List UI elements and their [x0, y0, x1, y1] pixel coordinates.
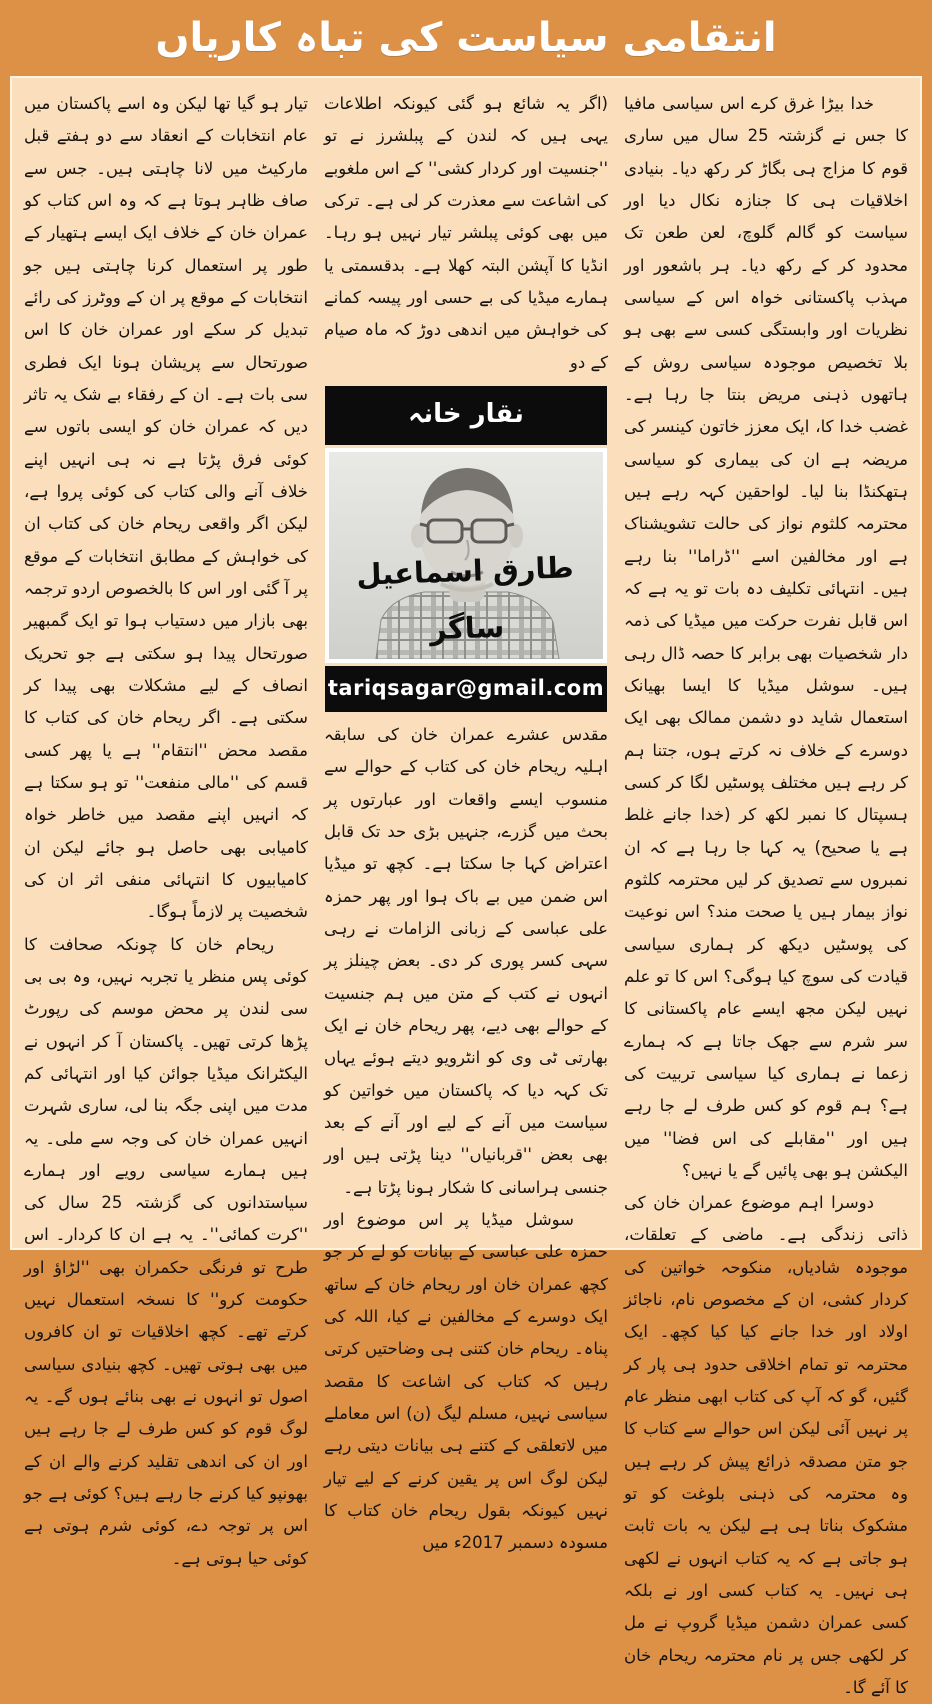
page-title: انتقامی سیاست کی تباہ کاریاں: [155, 15, 777, 61]
paragraph: مقدس عشرے عمران خان کی سابقہ اہلیہ ریحام خان کی کتاب کے حوالے سے منسوب ایسے واقعات اور عبارتوں پر بحث میں گزرے، جنہیں بڑی حد تک قابل اعتراض کہا جا سکتا ہے۔ کچھ تو میڈیا اس ضمن میں بے باک ہوا اور پھر حمزہ علی عباسی کے زبانی الزامات نے رہی سہی کسر پوری کر دی۔ بعض چینلز پر انہوں نے کتب کے متن میں ہم جنسیت کے حوالے بھی دیے، پھر ریحام خان نے ایک بھارتی ٹی وی کو انٹرویو دیتے ہوئے یہاں تک کہہ دیا کہ پاکستان میں خواتین کو سیاست میں آنے کے لیے اور آنے کے بعد بھی بعض ''قربانیاں'' دینا پڑتی ہیں اور جنسی ہراسانی کا شکار ہونا پڑتا ہے۔: [324, 725, 608, 1197]
paragraph: خدا بیڑا غرق کرے اس سیاسی مافیا کا جس نے گزشتہ 25 سال میں ساری قوم کا مزاج ہی بگاڑ کر رکھ دیا۔ بنیادی اخلاقیات ہی کا جنازہ نکال دیا اور سیاست کو گالم گلوچ، لعن طعن تک محدود کر کے رکھ دیا۔ ہر باشعور اور مہذب پاکستانی خواہ اس کے سیاسی نظریات اور وابستگی کسی سے بھی ہو بلا تخصیص موجودہ سیاسی روش کے ہاتھوں ذہنی مریض بنتا جا رہا ہے۔ غضب خدا کا، ایک معزز خاتون کینسر کی مریضہ ہے ان کی بیماری کو سیاسی ہتھکنڈا بنا لیا۔ لواحقین کہہ رہے ہیں محترمہ کلثوم نواز کی حالت تشویشناک ہے اور مخالفین اسے ''ڈراما'' بنا رہے ہیں۔ انتہائی تکلیف دہ بات تو یہ ہے کہ اس قابل نفرت حرکت میں میڈیا کی ذمہ دار شخصیات بھی برابر کا حصہ ڈال رہی ہیں۔ سوشل میڈیا کا ایسا بھیانک استعمال شاید دو دشمن ممالک بھی ایک دوسرے کے خلاف نہ کرتے ہوں، جتنا ہم کر رہے ہیں مختلف پوسٹیں لگا کر کسی ہسپتال کا نمبر لکھ کر (خدا جانے غلط ہے یا صحیح) یہ کہا جا رہا ہے کہ ان نمبروں سے تصدیق کر لیں محترمہ کلثوم نواز بیمار ہیں یا صحت مند؟ اس نوعیت کی پوسٹیں دیکھ کر ہماری سیاسی قیادت کی سوچ کیا ہوگی؟ اس کا تو علم نہیں لیکن مجھ ایسے عام پاکستانی کا سر شرم سے جھک جاتا ہے کہ ہمارے زعما نے ہماری کیا سیاسی تربیت کی ہے؟ ہم قوم کو کس طرف لے جا رہے ہیں اور ''مقابلے کی اس فضا'' میں الیکشن ہو بھی پائیں گے یا نہیں؟: [624, 94, 908, 1180]
paragraph: تیار ہو گیا تھا لیکن وہ اسے پاکستان میں عام انتخابات کے انعقاد سے دو ہفتے قبل مارکیٹ میں لانا چاہتی ہیں۔ جس سے صاف ظاہر ہوتا ہے کہ وہ اس کتاب کو عمران خان کے خلاف ایک ایسے ہتھیار کے طور پر استعمال کرنا چاہتی ہیں جو انتخابات کے موقع پر ان کے ووٹرز کی رائے تبدیل کر سکے اور عمران خان کا اس صورتحال سے پریشان ہونا ایک فطری سی بات ہے۔ ان کے رفقاء بے شک یہ تاثر دیں کہ عمران خان کو ایسی باتوں سے کوئی فرق پڑتا ہے نہ ہی انہیں اپنے خلاف آنے والی کتاب کی کوئی پروا ہے، لیکن اگر واقعی ریحام خان کی کتاب ان کی خواہش کے مطابق انتخابات کے موقع پر آ گئی اور اس کا بالخصوص اردو ترجمہ بھی بازار میں دستیاب ہوا تو ایک گمبھیر صورتحال پیدا ہو سکتی ہے جو تحریک انصاف کے لیے مشکلات بھی پیدا کر سکتی ہے۔ اگر ریحام خان کی کتاب کا مقصد محض ''انتقام'' ہے یا پھر کسی قسم کی ''مالی منفعت'' تو ہو سکتا ہے کہ انہیں اپنے مقصد میں خاطر خواہ کامیابی بھی حاصل ہو جائے لیکن ان کامیابیوں کا انتہائی منفی اثر ان کی شخصیت پر لازماً ہوگا۔: [23, 94, 308, 922]
author-signature: طارق اسماعیل ساگر: [355, 550, 575, 647]
column-title-band: نقار خانہ: [325, 386, 607, 445]
author-email: tariqsagar@gmail.com: [325, 666, 607, 712]
author-photo: [325, 448, 607, 663]
paragraph: سوشل میڈیا پر اس موضوع اور حمزہ علی عباسی کے بیانات کو لے کر جو کچھ عمران خان اور ریحام خان کے ساتھ ایک دوسرے کے مخالفین نے کیا، اللہ کی پناہ۔ ریحام خان کتنی ہی وضاحتیں کرتی رہیں کہ کتاب کی اشاعت کا مقصد سیاسی نہیں، مسلم لیگ (ن) اس معاملے میں لاتعلقی کے کتنے ہی بیانات دیتی رہے لیکن لوگ اس پر یقین کرنے کے لیے تیار نہیں کیونکہ بقول ریحام خان کتاب کا مسودہ دسمبر 2017ء میں: [324, 1209, 608, 1553]
article-header-band: [0, 0, 932, 76]
paragraph: (اگر یہ شائع ہو گئی کیونکہ اطلاعات یہی ہیں کہ لندن کے پبلشرز نے تو ''جنسیت اور کردار کشی'' کے اس ملغوبے کی اشاعت سے معذرت کر لی ہے۔ ترکی میں بھی کوئی پبلشر تیار نہیں ہو رہا۔ انڈیا کا آپشن البتہ کھلا ہے۔ بدقسمتی یا ہمارے میڈیا کی بے حسی اور پیسہ کمانے کی خواہش میں اندھی دوڑ کہ ماہ صیام کے دو: [324, 94, 608, 372]
paragraph: دوسرا اہم موضوع عمران خان کی ذاتی زندگی ہے۔ ماضی کے تعلقات، موجودہ شادیاں، منکوحہ خواتین کی کردار کشی، ان کے مخصوص نام، ناجائز اولاد اور خدا جانے کیا کیا کچھ۔ ایک محترمہ تو تمام اخلاقی حدود ہی پار کر گئیں، گو کہ آپ کی کتاب ابھی منظر عام پر نہیں آئی لیکن اس حوالے سے کتاب کا جو متن مصدقہ ذرائع پیش کر رہے ہیں وہ محترمہ کی ذہنی بلوغت کو تو مشکوک بناتا ہی ہے لیکن یہ بات ثابت ہو جاتی ہے کہ یہ کتاب انہوں نے لکھی ہی نہیں۔ یہ کتاب کسی اور نے بلکہ کسی عمران دشمن میڈیا گروپ نے مل کر لکھی جس پر نام محترمہ ریحام خان کا آئے گا۔: [624, 1193, 908, 1698]
column-right: [624, 88, 908, 1698]
column-left: [23, 88, 308, 1568]
article-body: [10, 76, 922, 1698]
author-figure-block: [325, 386, 607, 712]
column-layout: [23, 88, 908, 1698]
column-middle: [324, 88, 608, 1553]
paragraph: ریحام خان کا چونکہ صحافت کا کوئی پس منظر یا تجربہ نہیں، وہ بی بی سی لندن پر محض موسم کی رپورٹ پڑھا کرتی تھیں۔ پاکستان آ کر انہوں نے الیکٹرانک میڈیا جوائن کیا اور انتہائی کم مدت میں اپنی جگہ بنا لی، ساری شہرت انہیں عمران خان کی وجہ سے ملی۔ یہ ہیں ہمارے سیاسی رویے اور ہمارے سیاستدانوں کی گزشتہ 25 سال کی ''کرت کمائی''۔ یہ ہے ان کا کردار۔ اس طرح تو فرنگی حکمران بھی ''لڑاؤ اور حکومت کرو'' کا نسخہ استعمال نہیں کرتے تھے۔ کچھ اخلاقیات تو ان کافروں میں بھی ہوتی تھیں۔ کچھ بنیادی سیاسی اصول تو انہوں نے بھی بنائے ہوں گے۔ یہ لوگ قوم کو کس طرف لے جا رہے ہیں اور ان کی اندھی تقلید کرنے والے ان کے بھونپو کیا کرنے جا رہے ہیں؟ کوئی ہے جو اس پر توجہ دے، کوئی شرم ہوتی ہے کوئی حیا ہوتی ہے۔: [24, 934, 308, 1568]
